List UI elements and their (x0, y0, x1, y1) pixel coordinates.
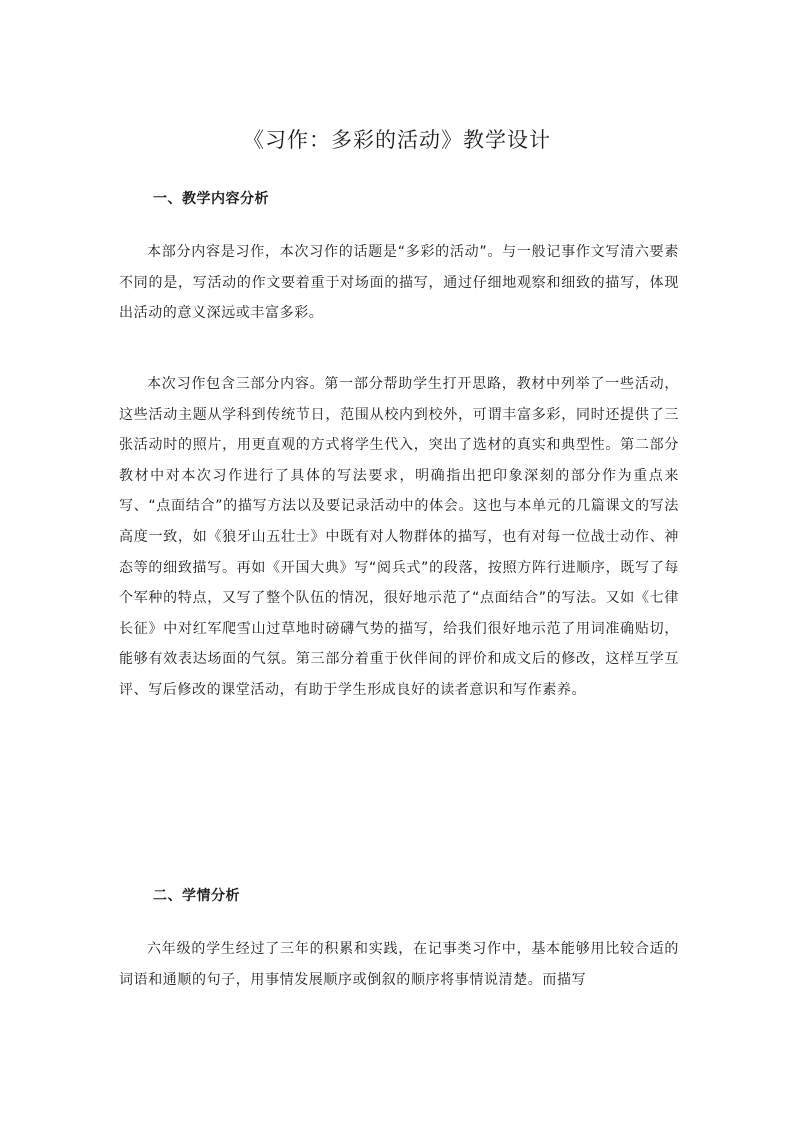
section-heading-student-analysis: 二、学情分析 (153, 888, 240, 904)
paragraph-student-analysis: 六年级的学生经过了三年的积累和实践，在记事类习作中，基本能够用比较合适的词语和通顺的句子，用事情发展顺序或倒叙的顺序将事情说清楚。而描写 (119, 941, 679, 988)
section-heading-content-analysis: 一、教学内容分析 (153, 191, 269, 207)
paragraph-three-parts: 本次习作包含三部分内容。第一部分帮助学生打开思路，教材中列举了一些活动，这些活动主题从学科到传统节日，范围从校内到校外，可谓丰富多彩，同时还提供了三张活动时的照片，用更直观的方式将学生代入，突出了选材的真实和典型性。第二部分教材中对本次习作进行了具体的写法要求，明确指出把印象深刻的部分作为重点来写、“点面结合”的描写方法以及要记录活动中的体会。这也与本单元的几篇课文的写法高度一致，如《狼牙山五壮士》中既有对人物群体的描写，也有对每一位战士动作、神态等的细致描写。再如《开国大典》写“阅兵式”的段落，按照方阵行进顺序，既写了每个军种的特点，又写了整个队伍的情况，很好地示范了“点面结合”的写法。又如《七律长征》中对红军爬雪山过草地时磅礴气势的描写，给我们很好地示范了用词准确贴切，能够有效表达场面的气氛。第三部分着重于伙伴间的评价和成文后的修改，这样互学互评、写后修改的课堂活动，有助于学生形成良好的读者意识和写作素养。 (119, 376, 679, 698)
document-title: 《习作：多彩的活动》教学设计 (243, 128, 551, 152)
paragraph-topic-intro: 本部分内容是习作，本次习作的话题是“多彩的活动”。与一般记事作文写清六要素不同的是，写活动的作文要着重于对场面的描写，通过仔细地观察和细致的描写，体现出活动的意义深远或丰富多彩。 (119, 244, 679, 322)
